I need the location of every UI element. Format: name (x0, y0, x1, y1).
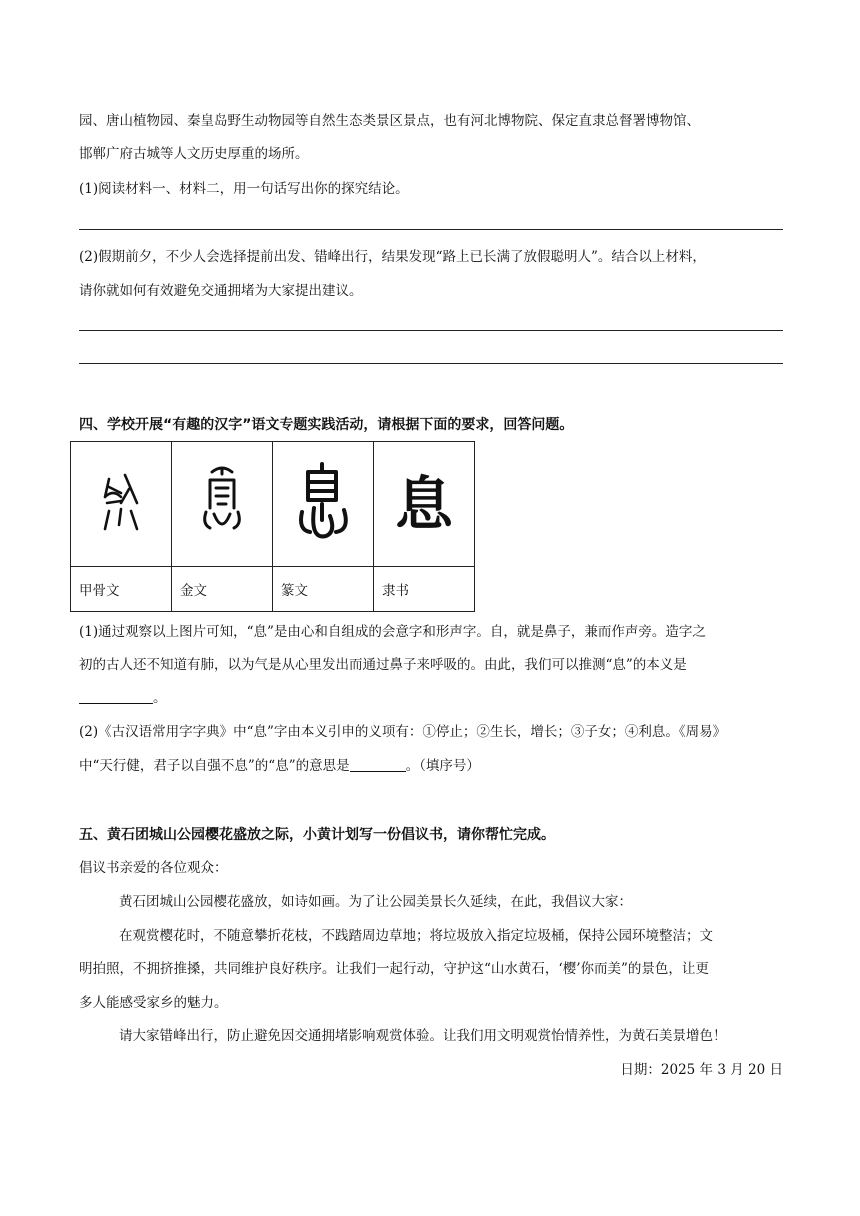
label-oracle-bone: 甲骨文 (71, 567, 172, 612)
proposal-paragraph-2-line2: 明拍照，不拥挤推搡，共同维护良好秩序。让我们一起行动，守护这“山水黄石，‘樱’你而美”的景色，让更 (79, 961, 709, 977)
q3-sub2-line1: (2)假期前夕，不少人会选择提前出发、错峰出行，结果发现“路上已长满了放假聪明人”。结合以上材料， (79, 249, 706, 265)
proposal-paragraph-2-line3: 多人能感受家乡的魅力。 (79, 995, 228, 1011)
section4-q1-line3 (79, 689, 783, 707)
q2-text-a: 中“天行健，君子以自强不息”的“息”的意思是 (79, 758, 350, 774)
q3-sub1-prompt: (1)阅读材料一、材料二，用一句话写出你的探究结论。 (79, 181, 409, 197)
proposal-date: 日期：2025 年 3 月 20 日 (620, 1062, 783, 1078)
proposal-paragraph-2-line1: 在观赏樱花时，不随意攀折花枝，不践踏周边草地；将垃圾放入指定垃圾桶，保持公园环境整洁；文 (119, 928, 713, 944)
proposal-paragraph-3: 请大家错峰出行，防止避免因交通拥堵影响观赏体验。让我们用文明观赏怡情养性，为黄石美景增色！ (119, 1028, 727, 1044)
q3-sub2-line2: 请你就如何有效避免交通拥堵为大家提出建议。 (79, 283, 363, 299)
clerical-xi-glyph: 息 (394, 470, 453, 538)
fill-blank[interactable] (79, 689, 153, 704)
section4-q1-line1: (1)通过观察以上图片可知，“息”是由心和自组成的会意字和形声字。自，就是鼻子，兼而作声旁。造字之 (79, 624, 706, 640)
seal-xi-glyph (296, 460, 350, 544)
answer-line[interactable] (79, 363, 783, 364)
label-bronze: 金文 (172, 567, 273, 612)
section5-heading: 五、黄石团城山公园樱花盛放之际，小黄计划写一份倡议书，请你帮忙完成。 (79, 827, 555, 843)
bronze-xi-glyph (198, 464, 246, 540)
label-clerical: 隶书 (374, 567, 475, 612)
label-seal: 篆文 (273, 567, 374, 612)
proposal-salutation: 倡议书亲爱的各位观众： (79, 860, 228, 876)
q2-text-b: 。（填序号） (405, 758, 480, 774)
seal-glyph-cell (273, 442, 374, 567)
section4-q2-line1: (2)《古汉语常用字字典》中“息”字由本义引申的义项有：①停止；②生长，增长；③子女；④利息。《周易》 (79, 724, 727, 740)
script-evolution-table (70, 441, 475, 612)
section4-q1-line2: 初的古人还不知道有肺，以为气是从心里发出而通过鼻子来呼吸的。由此，我们可以推测“息”的本义是 (79, 657, 687, 673)
oracle-bone-xi-glyph (99, 467, 143, 537)
fill-blank[interactable] (350, 757, 406, 772)
intro-line-1: 园、唐山植物园、秦皇岛野生动物园等自然生态类景区景点，也有河北博物院、保定直隶总督署博物馆、 (79, 113, 700, 129)
clerical-glyph-cell (374, 442, 475, 567)
answer-line[interactable] (79, 229, 783, 230)
intro-line-2: 邯郸广府古城等人文历史厚重的场所。 (79, 146, 309, 162)
answer-line[interactable] (79, 330, 783, 331)
proposal-paragraph-1: 黄石团城山公园樱花盛放，如诗如画。为了让公园美景长久延续，在此，我倡议大家： (119, 894, 632, 910)
section4-q2-line2 (79, 757, 783, 775)
oracle-bone-glyph-cell (71, 442, 172, 567)
q1-end-punctuation: 。 (153, 690, 167, 706)
bronze-glyph-cell (172, 442, 273, 567)
section4-heading: 四、学校开展“有趣的汉字”语文专题实践活动，请根据下面的要求，回答问题。 (79, 417, 574, 433)
